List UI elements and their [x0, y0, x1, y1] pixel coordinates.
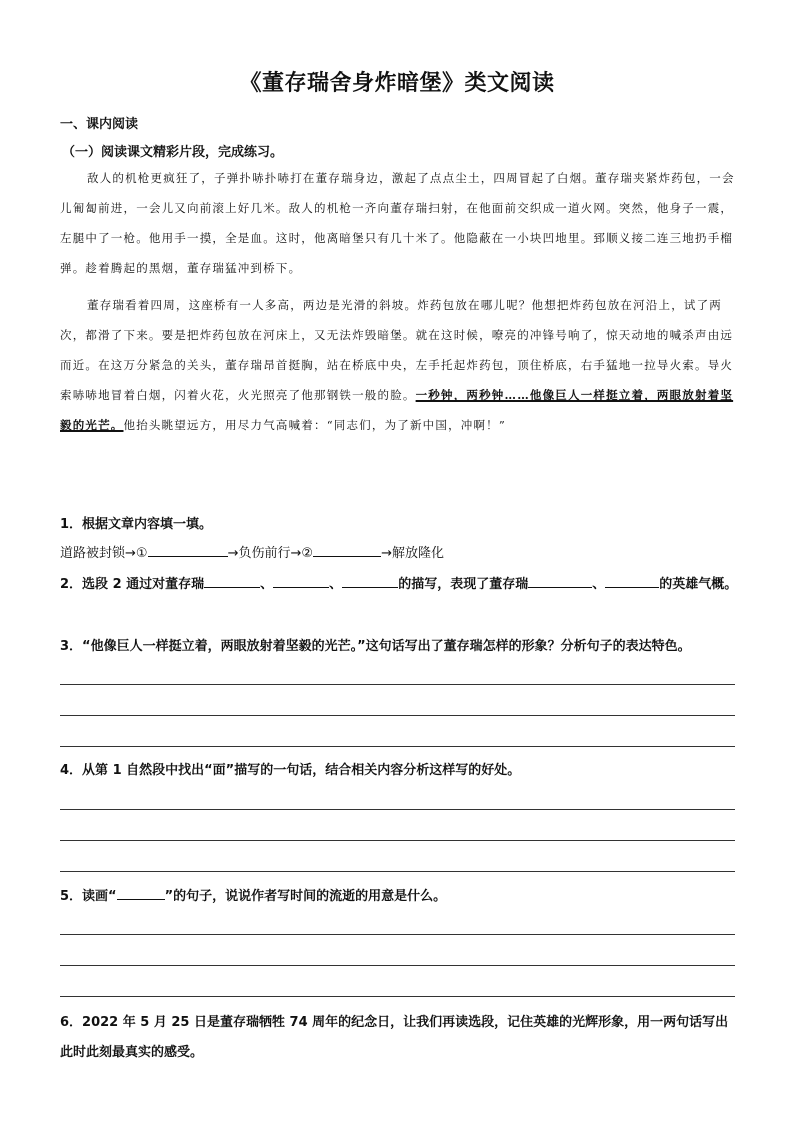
question-2	[60, 571, 740, 599]
answer-line[interactable]	[60, 746, 735, 747]
circled-1: ①	[135, 546, 148, 561]
answer-blank[interactable]	[528, 573, 592, 588]
passage-p2-ending: 他抬头眺望远方，用尽力气高喊着：“同志们，为了新中国，冲啊！”	[123, 418, 506, 432]
answer-line[interactable]	[60, 809, 735, 810]
arrow-icon: →	[381, 546, 392, 561]
fill-start: 道路被封锁	[60, 546, 126, 561]
answer-line[interactable]	[60, 871, 735, 872]
separator: 、	[592, 577, 606, 592]
fill-end: 解放隆化	[391, 546, 444, 561]
answer-blank	[117, 885, 165, 900]
question-4-text: 4．从第 1 自然段中找出“面”描写的一句话，结合相关内容分析这样写的好处。	[60, 763, 521, 778]
question-2-text-a: 2．选段 2 通过对董存瑞	[60, 577, 205, 592]
question-5-text-a: 5．读画“	[60, 889, 117, 904]
subsection-heading: （一）阅读课文精彩片段，完成练习。	[62, 145, 284, 160]
answer-line[interactable]	[60, 684, 735, 685]
arrow-icon: →	[227, 546, 239, 561]
passage-paragraph-1: 敌人的机枪更疯狂了，子弹扑哧扑哧打在董存瑞身边，激起了点点尘土，四周冒起了白烟。董存瑞夹紧炸药包，一会儿匍匐前进，一会儿又向前滚上好几米。敌人的机枪一齐向董存瑞扫射，在他面前交织成一道火网。突然，他身子一震，左腿中了一枪。他用手一摸，全是血。这时，他离暗堡只有几十米了。他隐蔽在一小块凹地里。郅顺义接二连三地扔手榴弹。趁着腾起的黑烟，董存瑞猛冲到桥下。	[60, 171, 735, 275]
question-5-text-b: ”的句子，说说作者写时间的流逝的用意是什么。	[164, 889, 447, 904]
answer-blank[interactable]	[204, 573, 260, 588]
arrow-icon: →	[290, 546, 302, 561]
underlined-sentence: 一秒钟，两秒钟……他像巨人一样挺立着，两眼放射着坚毅的光芒。	[60, 388, 734, 432]
answer-line[interactable]	[60, 965, 735, 966]
separator: 、	[260, 577, 274, 592]
arrow-icon: →	[125, 546, 136, 561]
answer-blank-2[interactable]	[313, 542, 381, 557]
separator: 、	[329, 577, 343, 592]
question-3-text: 3．“他像巨人一样挺立着，两眼放射着坚毅的光芒。”这句话写出了董存瑞怎样的形象？分析句子的表达特色。	[60, 639, 691, 654]
answer-blank[interactable]	[605, 573, 659, 588]
passage-paragraph-2	[60, 290, 740, 440]
answer-line[interactable]	[60, 934, 735, 935]
question-2-text-b: 的描写，表现了董存瑞	[398, 577, 529, 592]
answer-line[interactable]	[60, 996, 735, 997]
question-5	[60, 883, 740, 911]
question-3	[60, 633, 740, 661]
passage-p2-text: 董存瑞看着四周，这座桥有一人多高，两边是光滑的斜坡。炸药包放在哪儿呢？他想把炸药包放在河沿上，试了两次，都滑了下来。要是把炸药包放在河床上，又无法炸毁暗堡。就在这时候，嘹亮的冲锋号响了，惊天动地的喊杀声由远而近。在这万分紧急的关头，董存瑞昂首挺胸，站在桥底中央，左手托起炸药包，顶住桥底，右手猛地一拉导火索。导火索哧哧地冒着白烟，闪着火花，火光照亮了他那钢铁一般的脸。	[60, 298, 734, 402]
question-1	[60, 511, 740, 539]
circled-2: ②	[301, 546, 314, 561]
answer-blank[interactable]	[273, 573, 329, 588]
fill-middle: 负伤前行	[238, 546, 291, 561]
question-4	[60, 757, 740, 785]
question-1-text: 1．根据文章内容填一填。	[60, 517, 213, 532]
page-title: 《董存瑞舍身炸暗堡》类文阅读	[239, 70, 555, 96]
answer-blank-1[interactable]	[148, 542, 228, 557]
question-6	[60, 1008, 740, 1068]
question-6-text: 6．2022 年 5 月 25 日是董存瑞牺牲 74 周年的纪念日，让我们再读选段，记住英雄的光辉形象，用一两句话写出此时此刻最真实的感受。	[60, 1015, 729, 1060]
section-heading: 一、课内阅读	[60, 117, 139, 132]
answer-line[interactable]	[60, 840, 735, 841]
answer-line[interactable]	[60, 715, 735, 716]
question-1-fill-line	[60, 540, 740, 568]
question-2-text-c: 的英雄气概。	[659, 577, 738, 592]
answer-blank[interactable]	[342, 573, 398, 588]
